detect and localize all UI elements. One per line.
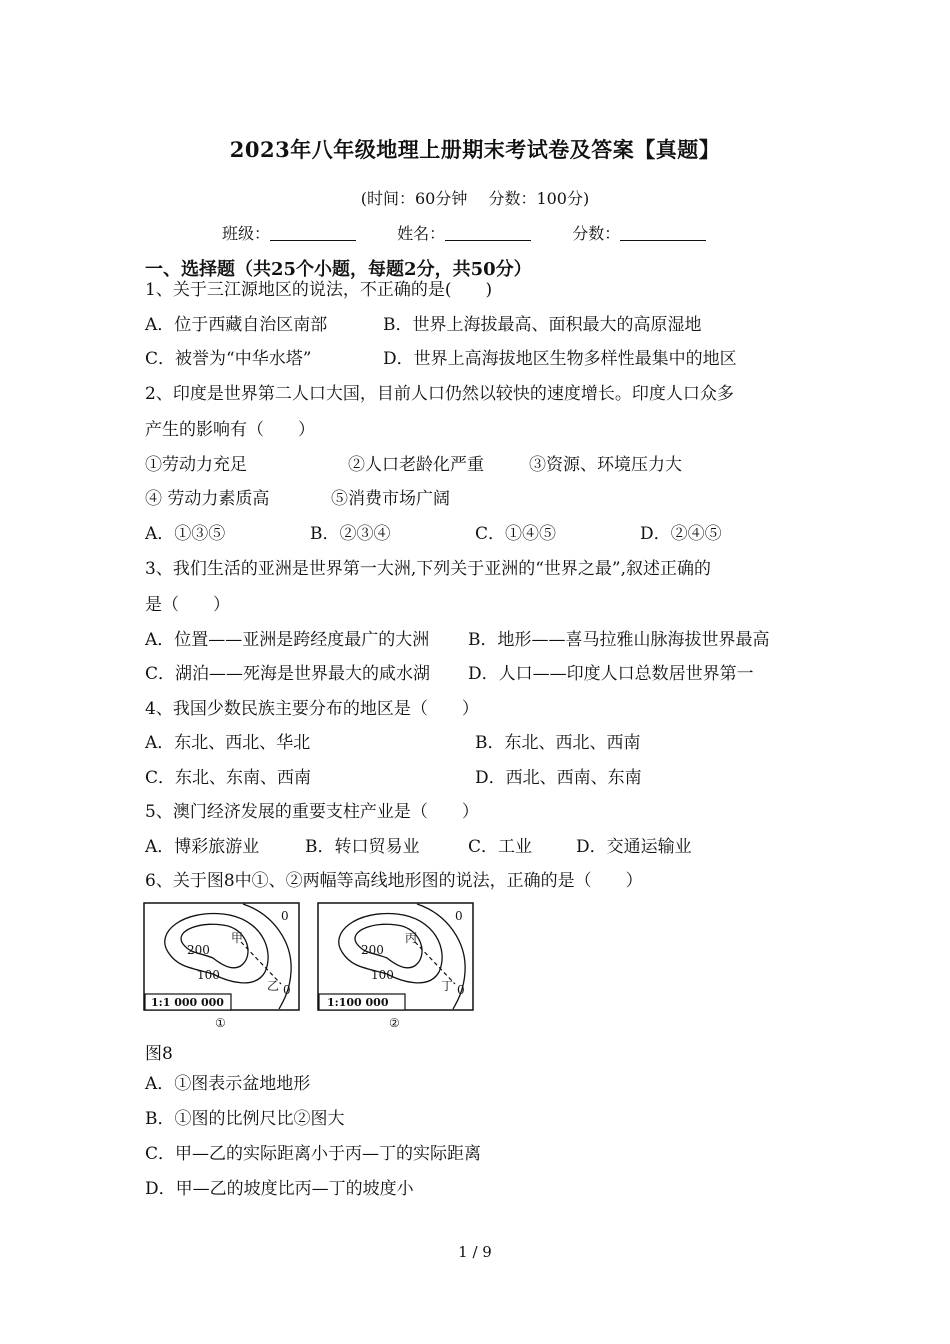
q1-option-d: D．世界上高海拔地区生物多样性最集中的地区	[383, 349, 737, 369]
map2-contour-label-200: 200	[361, 943, 384, 957]
exam-time-score: (时间：60分钟 分数：100分)	[360, 189, 590, 208]
student-info-row	[222, 221, 742, 244]
map1-contour-label-0a: 0	[281, 909, 289, 923]
contour-maps-figure	[143, 902, 478, 1030]
q5-option-b: B．转口贸易业	[305, 837, 420, 857]
q2-statement-2: ②人口老龄化严重	[348, 455, 484, 475]
map1-contour-label-100: 100	[197, 968, 220, 982]
contour-map-1	[144, 903, 299, 1030]
q2-statement-3: ③资源、环境压力大	[529, 455, 682, 475]
score-label: 分数：	[572, 224, 621, 243]
class-blank	[270, 226, 356, 241]
q6-stem: 6、关于图8中①、②两幅等高线地形图的说法，正确的是（ ）	[145, 871, 643, 891]
map2-label-top: 丙	[405, 931, 418, 945]
map2-number: ②	[389, 1016, 400, 1030]
q3-option-b: B．地形——喜马拉雅山脉海拔世界最高	[468, 630, 770, 650]
map2-contour-label-0a: 0	[455, 909, 463, 923]
q5-option-d: D．交通运输业	[576, 837, 692, 857]
q1-option-b: B．世界上海拔最高、面积最大的高原湿地	[383, 315, 702, 335]
q5-option-a: A．博彩旅游业	[145, 837, 260, 857]
name-label: 姓名：	[397, 224, 446, 243]
q3-stem-line2: 是（ ）	[145, 595, 230, 615]
q5-stem: 5、澳门经济发展的重要支柱产业是（ ）	[145, 802, 479, 822]
q6-option-b: B．①图的比例尺比②图大	[145, 1109, 345, 1129]
page-title: 2023年八年级地理上册期末考试卷及答案【真题】	[229, 137, 721, 162]
q4-stem: 4、我国少数民族主要分布的地区是（ ）	[145, 699, 479, 719]
q3-option-d: D．人口——印度人口总数居世界第一	[468, 664, 754, 684]
q4-option-c: C．东北、东南、西南	[145, 768, 312, 788]
q2-stem-line1: 2、印度是世界第二人口大国，目前人口仍然以较快的速度增长。印度人口众多	[145, 384, 734, 404]
q2-option-a: A．①③⑤	[145, 524, 226, 544]
map2-label-bottom: 丁	[441, 979, 454, 993]
q4-option-d: D．西北、西南、东南	[475, 768, 642, 788]
q6-option-a: A．①图表示盆地地形	[145, 1074, 311, 1094]
q2-option-d: D．②④⑤	[640, 524, 722, 544]
q6-option-c: C．甲—乙的实际距离小于丙—丁的实际距离	[145, 1144, 482, 1164]
map2-contour-label-100: 100	[371, 968, 394, 982]
q2-statement-5: ⑤消费市场广阔	[331, 489, 450, 509]
q5-option-c: C．工业	[468, 837, 533, 857]
q2-statement-1: ①劳动力充足	[145, 455, 247, 475]
q4-option-b: B．东北、西北、西南	[475, 733, 641, 753]
map1-contour-label-0b: 0	[283, 983, 291, 997]
map1-number: ①	[215, 1016, 226, 1030]
page-number: 1 / 9	[458, 1243, 492, 1261]
score-blank	[620, 226, 706, 241]
q1-option-c: C．被誉为“中华水塔”	[145, 349, 312, 369]
q4-option-a: A．东北、西北、华北	[145, 733, 311, 753]
q1-option-a: A．位于西藏自治区南部	[145, 315, 328, 335]
q2-statement-4: ④ 劳动力素质高	[145, 489, 270, 509]
q6-figure-caption: 图8	[145, 1044, 173, 1064]
q2-stem-line2: 产生的影响有（ ）	[145, 420, 315, 440]
q1-stem: 1、关于三江源地区的说法，不正确的是( )	[145, 280, 493, 300]
q6-option-d: D．甲—乙的坡度比丙—丁的坡度小	[145, 1179, 414, 1199]
q2-option-b: B．②③④	[310, 524, 391, 544]
q3-stem-line1: 3、我们生活的亚洲是世界第一大洲,下列关于亚洲的“世界之最”,叙述正确的	[145, 559, 712, 579]
q2-option-c: C．①④⑤	[475, 524, 557, 544]
q3-option-a: A．位置——亚洲是跨经度最广的大洲	[145, 630, 430, 650]
map1-label-bottom: 乙	[267, 979, 280, 993]
map1-contour-label-200: 200	[187, 943, 210, 957]
name-blank	[445, 226, 531, 241]
map2-contour-label-0b: 0	[457, 983, 465, 997]
map1-label-top: 甲	[231, 931, 244, 945]
map2-scale: 1:100 000	[327, 996, 389, 1009]
contour-map-2	[318, 903, 473, 1030]
class-label: 班级：	[222, 224, 271, 243]
map1-scale: 1:1 000 000	[151, 996, 224, 1009]
q3-option-c: C．湖泊——死海是世界最大的咸水湖	[145, 664, 431, 684]
section-heading: 一、选择题（共25个小题，每题2分，共50分）	[145, 259, 532, 280]
